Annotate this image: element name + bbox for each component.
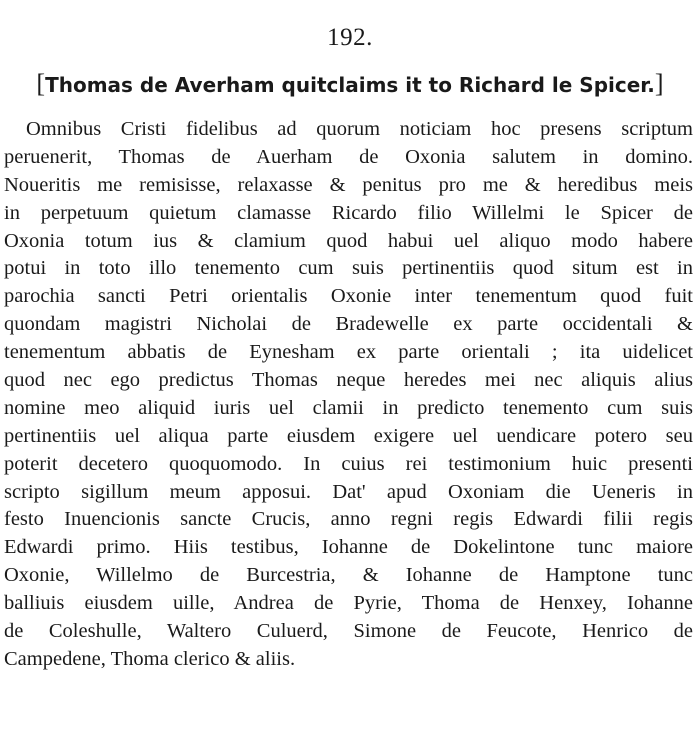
text-line: tenementum abbatis de Eynesham ex parte orientali ; ita uidelicet xyxy=(4,341,693,364)
text-line: parochia sancti Petri orientalis Oxonie inter tenementum quod fuit xyxy=(4,285,693,308)
heading-open-bracket: [ xyxy=(36,69,46,98)
text-line: Noueritis me remisisse, relaxasse & penitus pro me & heredibus meis xyxy=(4,173,693,196)
text-line: balliuis eiusdem uille, Andrea de Pyrie, Thoma de Henxey, Iohanne xyxy=(4,592,693,615)
document-heading xyxy=(14,70,686,99)
text-line: Oxonia totum ius & clamium quod habui uel aliquo modo habere xyxy=(4,229,693,252)
text-line: in perpetuum quietum clamasse Ricardo filio Willelmi le Spicer de xyxy=(4,201,693,224)
text-line: quondam magistri Nicholai de Bradewelle ex parte occidentali & xyxy=(4,313,693,336)
heading-close-bracket: ] xyxy=(654,69,664,98)
text-line: nomine meo aliquid iuris uel clamii in predicto tenemento cum suis xyxy=(4,396,693,419)
text-line: potui in toto illo tenemento cum suis pertinentiis quod situm est in xyxy=(4,257,693,280)
text-line: poterit decetero quoquomodo. In cuius rei testimonium huic presenti xyxy=(4,452,693,475)
text-line: de Coleshulle, Waltero Culuerd, Simone de Feucote, Henrico de xyxy=(4,620,693,643)
text-line: Omnibus Cristi fidelibus ad quorum noticiam hoc presens scriptum xyxy=(26,118,693,140)
document-body xyxy=(4,116,693,674)
text-line: scripto sigillum meum apposui. Dat' apud Oxoniam die Ueneris in xyxy=(4,480,693,503)
text-line: Campedene, Thoma clerico & aliis. xyxy=(4,647,296,670)
text-line: Oxonie, Willelmo de Burcestria, & Iohanne de Hamptone tunc xyxy=(4,564,693,587)
text-line: quod nec ego predictus Thomas neque heredes mei nec aliquis alius xyxy=(4,369,693,392)
document-number: 192. xyxy=(327,24,373,51)
text-line: pertinentiis uel aliqua parte eiusdem exigere uel uendicare potero seu xyxy=(4,424,693,447)
text-line: festo Inuencionis sancte Crucis, anno regni regis Edwardi filii regis xyxy=(4,508,693,531)
text-line: Edwardi primo. Hiis testibus, Iohanne de Dokelintone tunc maiore xyxy=(4,536,693,559)
text-line: peruenerit, Thomas de Auerham de Oxonia salutem in domino. xyxy=(4,145,693,168)
heading-text: Thomas de Averham quitclaims it to Richard le Spicer. xyxy=(45,73,655,97)
